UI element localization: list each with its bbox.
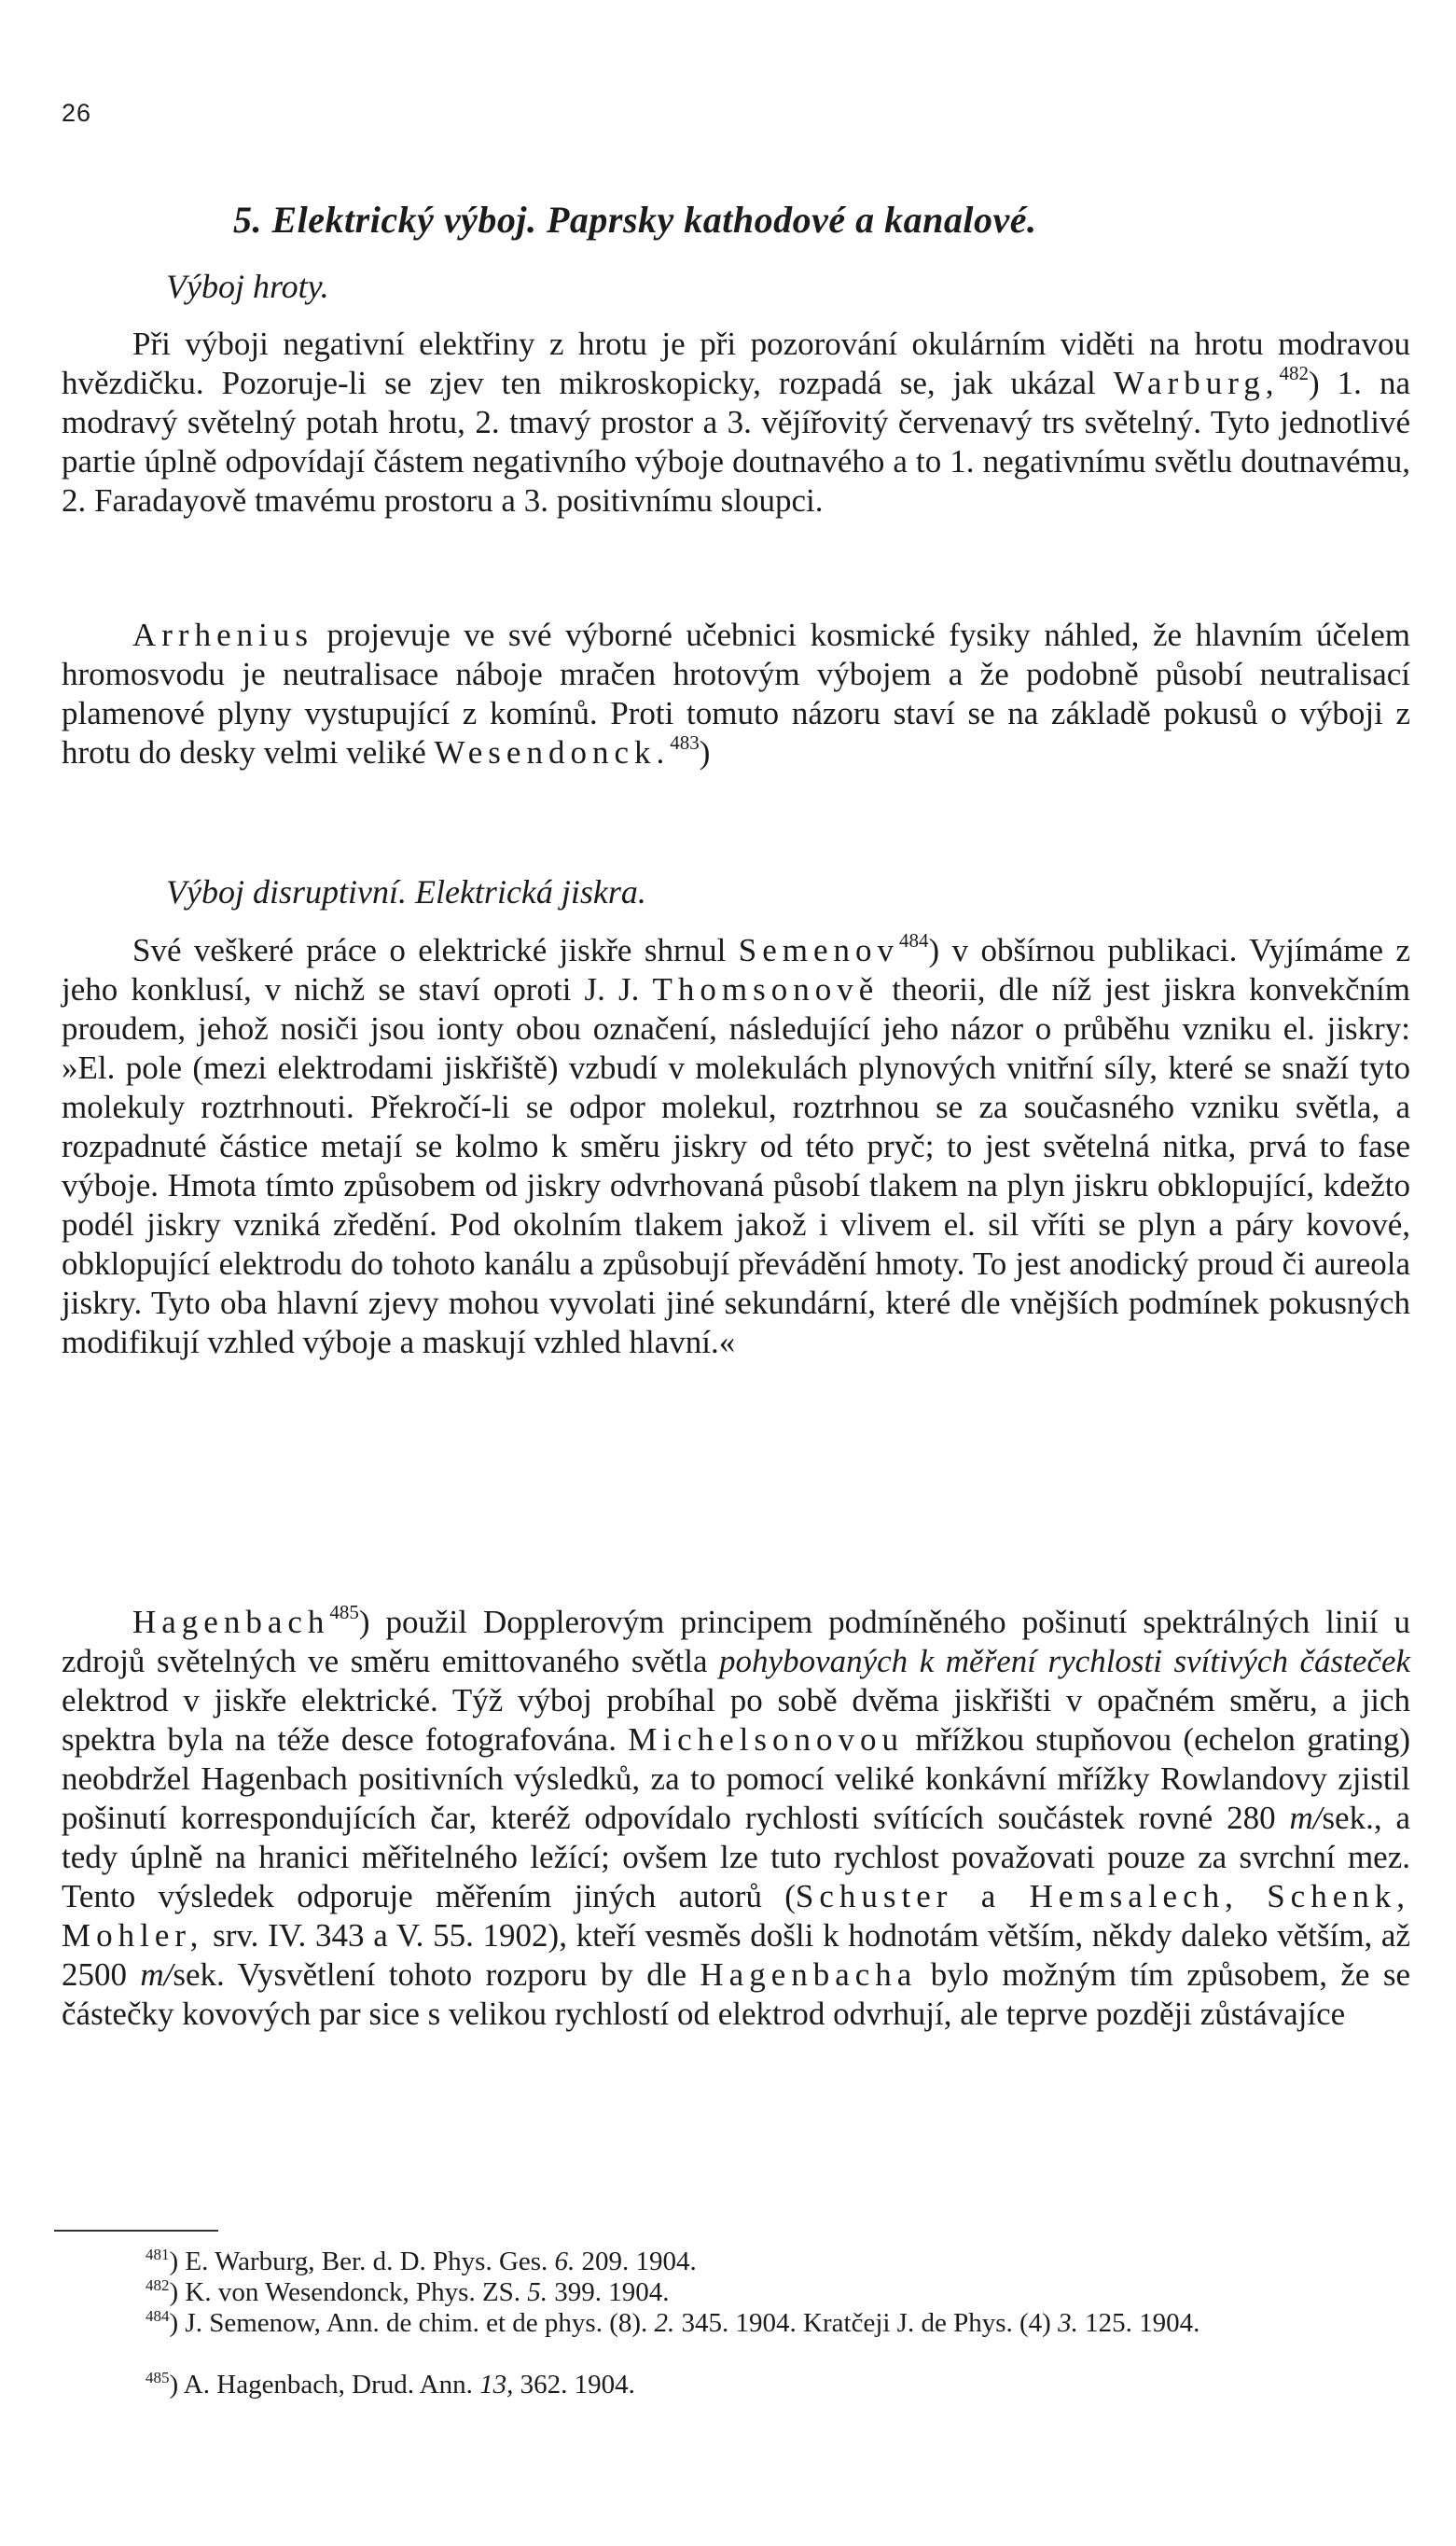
footnote-484: $^{484}$) J. Semenow, Ann. de chim. et de phys. (8). 2. 345. 1904. Kratčeji J. de Phys. (4) 3. 125. 1904. [146,2307,1200,2338]
paragraph-hagenbach: Hagenbach$^{485}$) použil Dopplerovým principem podmíněného pošinutí spektrálných linií u zdrojů světelných ve směru emittovaného světla pohybovaných k měření rychlosti svítivých částeček elektrod v jiskře elektrické. Týž výboj probíhal po sobě dvěma jiskřišti v opačném směru, a jich spektra byla na téže desce fotografována. Michelsonovou mřížkou stupňovou (echelon grating) neobdržel Hagenbach positivních výsledků, za to pomocí veliké konkávní mřížky Rowlandovy zjistil pošinutí korrespondujících čar, kteréž odpovídalo rychlosti svítících součástek rovné 280 m/sek., a tedy úplně na hranici měřitelného ležící; ovšem lze tuto rychlost považovati pouze za svrchní mez. Tento výsledek odporuje měřením jiných autorů (Schuster a Hemsalech, Schenk, Mohler, srv. IV. 343 a V. 55. 1902), kteří vesměs došli k hodnotám větším, někdy daleko větším, až 2500 m/sek. Vysvětlení tohoto rozporu by dle Hagenbacha bylo možným tím způsobem, že se částečky kovových par sice s velikou rychlostí od elektrod odvrhují, ale teprve později zůstávajíce [62,1601,1411,2032]
footnote-divider [54,2230,218,2232]
section-heading-point-discharge: Výboj hroty. [166,268,329,305]
section-heading-spark: Výboj disruptivní. Elektrická jiskra. [166,873,646,911]
paragraph-arrhenius: Arrhenius projevuje ve své výborné učebnici kosmické fysiky náhled, že hlavním účelem hromosvodu je neutralisace náboje mračen hrotovým výbojem a že podobně působí neutralisací plamenové plyny vystupující z komínů. Proti tomuto názoru staví se na základě pokusů o výboji z hrotu do desky velmi veliké Wesendonck.$^{483}$) [62,617,1410,771]
footnote-485: $^{485}$) A. Hagenbach, Drud. Ann. 13, 362. 1904. [146,2369,635,2400]
footnote-482: $^{482}$) K. von Wesendonck, Phys. ZS. 5. 399. 1904. [146,2276,670,2307]
paragraph-point-discharge: Při výboji negativní elektřiny z hrotu je při pozorování okulárním viděti na hrotu modravou hvězdičku. Pozoruje-li se zjev ten mikroskopicky, rozpadá se, jak ukázal Warburg,$^{482}$) 1. na modravý světelný potah hrotu, 2. tmavý prostor a 3. vějířovitý červenavý trs světelný. Tyto jednotlivé partie úplně odpovídají částem negativního výboje doutnavého a to 1. negativnímu světlu doutnavému, 2. Faradayově tmavému prostoru a 3. positivnímu sloupci. [62,326,1410,519]
paragraph-semenov: Své veškeré práce o elektrické jiskře shrnul Semenov$^{484}$) v obšírnou publikaci. Vyjímáme z jeho konklusí, v nichž se staví oproti J. J. Thomsonově theorii, dle níž jest jiskra konvekčním proudem, jehož nosiči jsou ionty obou označení, následující jeho názor o průběhu vzniku el. jiskry: »El. pole (mezi elektrodami jiskřiště) vzbudí v molekulách plynových vnitřní síly, které se snaží tyto molekuly roztrhnouti. Překročí-li se odpor molekul, roztrhnou se za současného vzniku světla, a rozpadnuté částice metají se kolmo k směru jiskry od této pryč; to jest světelná nitka, prvá to fase výboje. Hmota tímto způsobem od jiskry odvrhovaná působí tlakem na plyn jiskru obklopující, kdežto podél jiskry vzniká zředění. Pod okolním tlakem jakož i vlivem el. sil vříti se plyn a páry kovové, obklopující elektrodu do tohoto kanálu a způsobují převádění hmoty. To jest anodický proud či aureola jiskry. Tyto oba hlavní zjevy mohou vyvolati jiné sekundární, které dle vnějších podmínek pokusných modifikují vzhled výboje a maskují vzhled hlavní.« [62,929,1410,1360]
footnote-481: $^{481}$) E. Warburg, Ber. d. D. Phys. Ges. 6. 209. 1904. [146,2246,697,2276]
page-number: 26 [62,99,92,127]
chapter-title: 5. Elektrický výboj. Paprsky kathodové a kanalové. [233,199,1037,241]
